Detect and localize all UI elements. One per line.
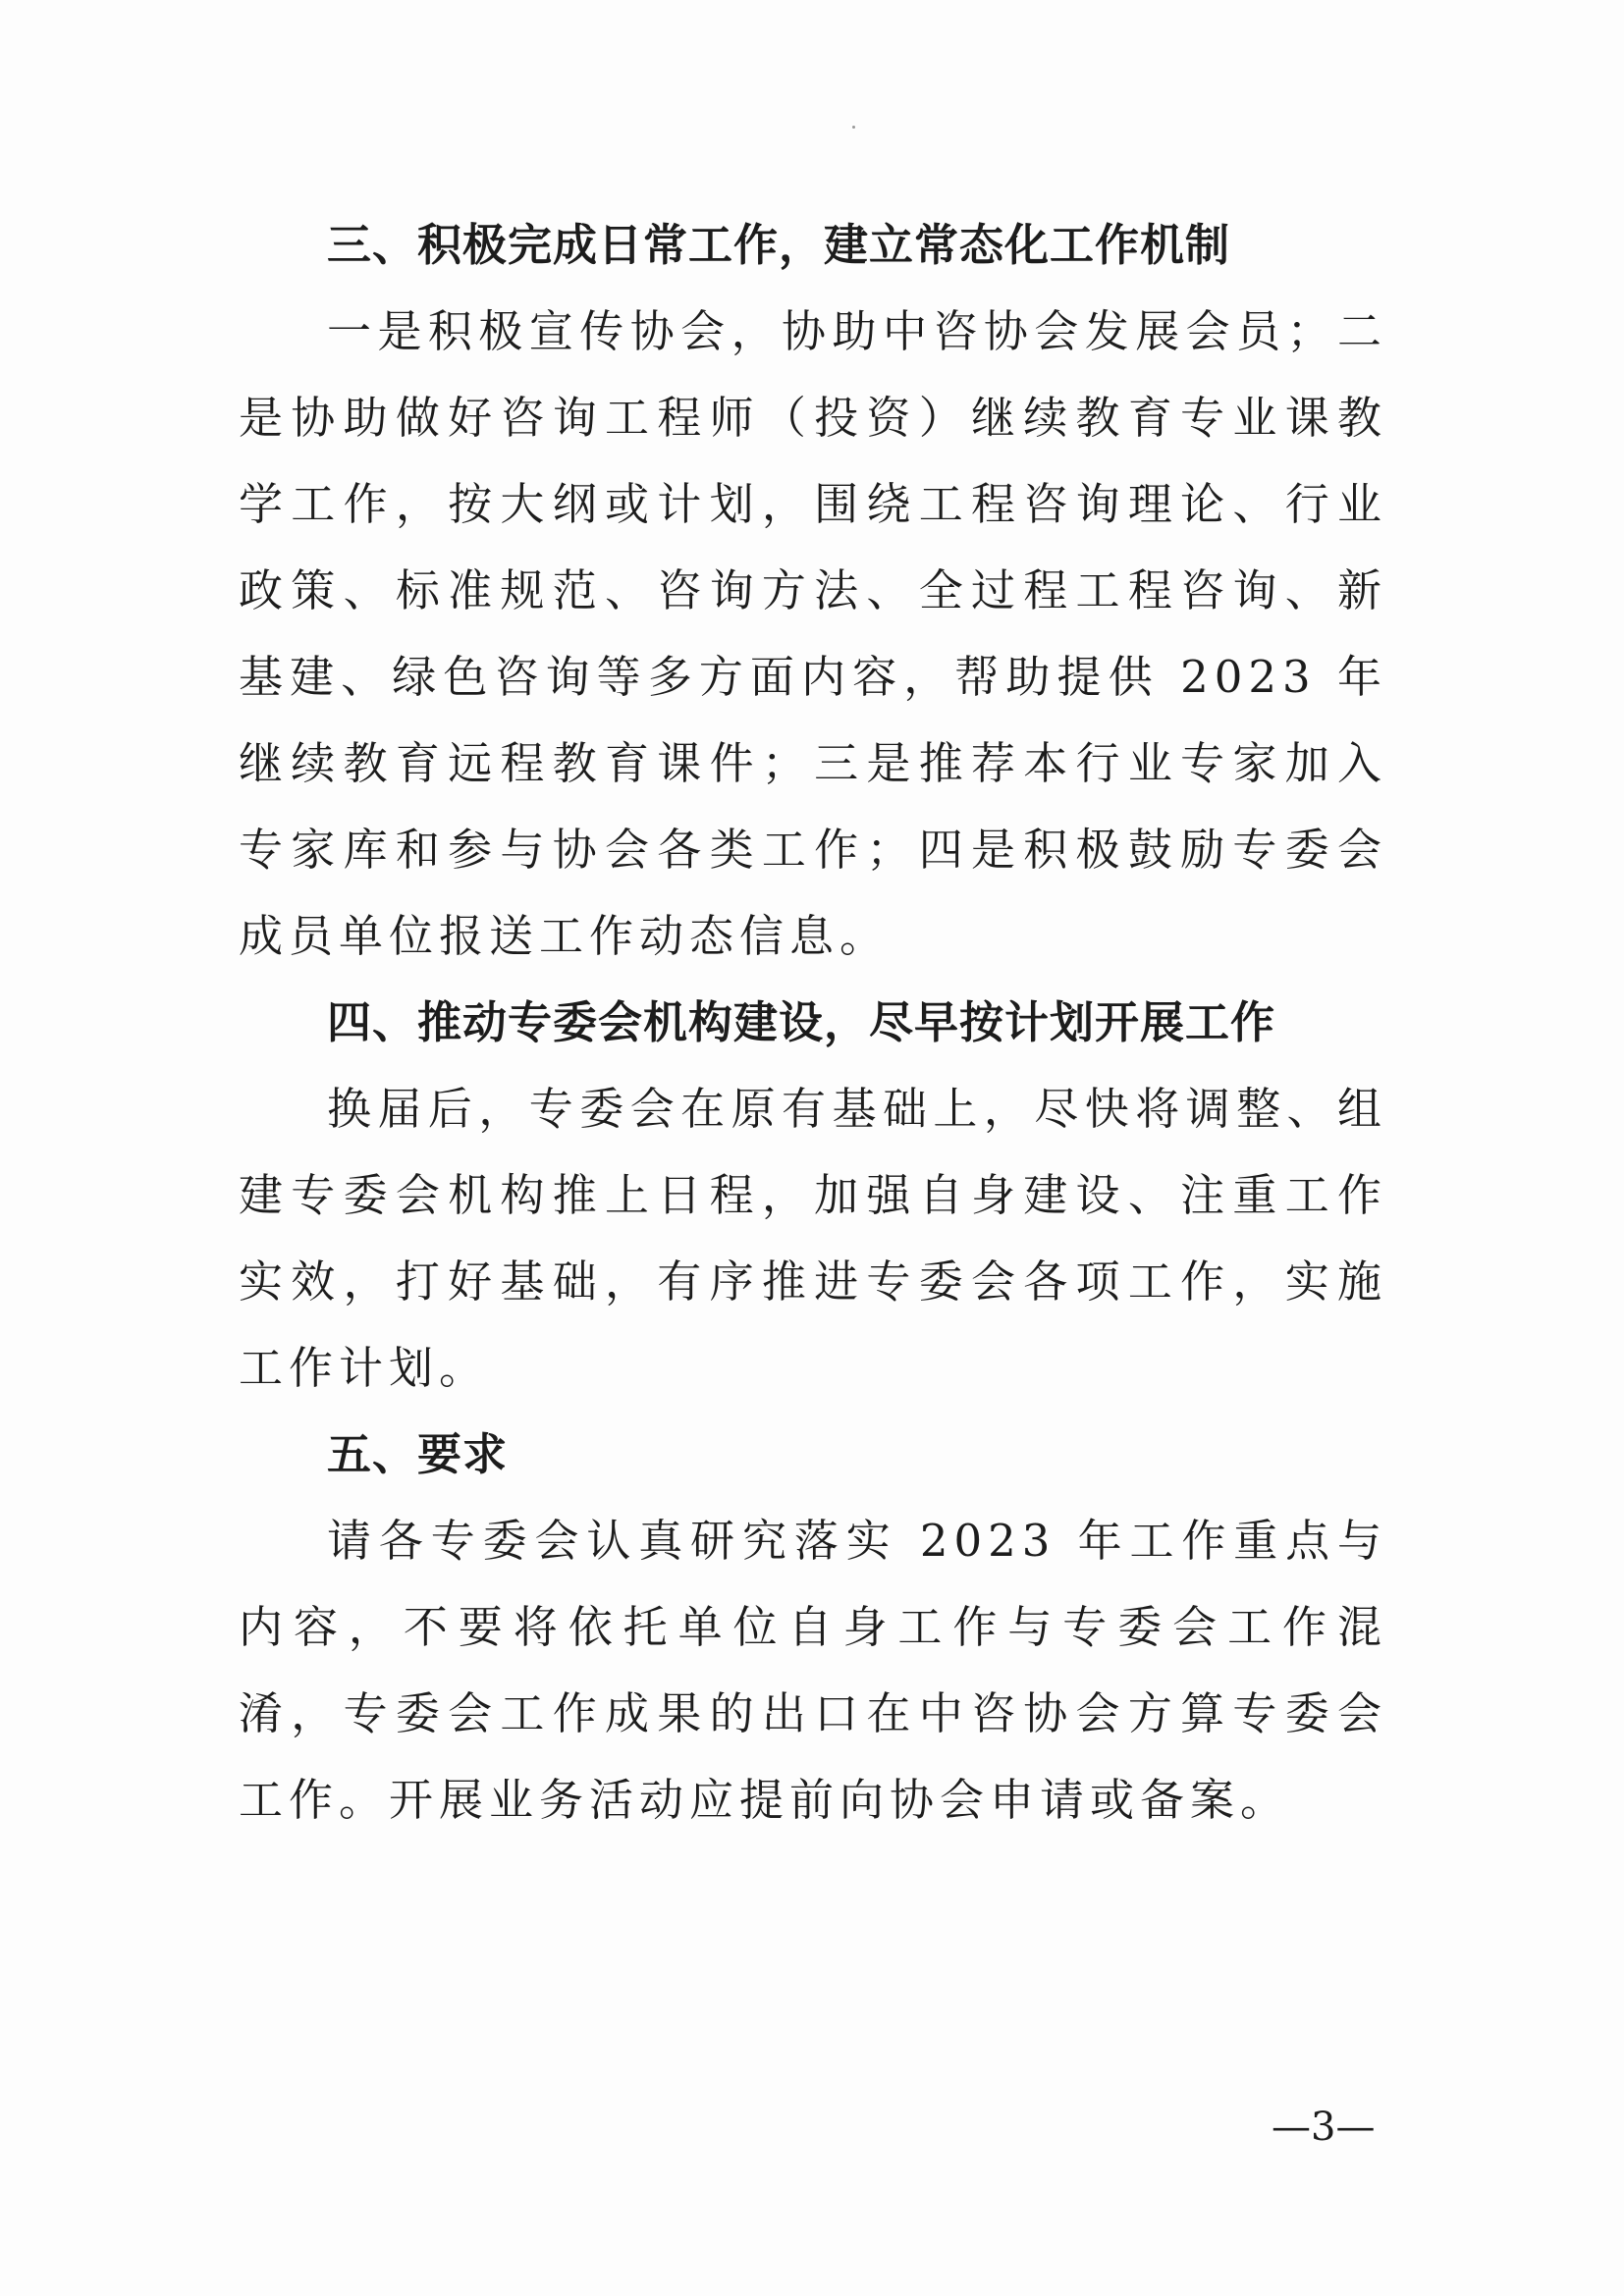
section-paragraph-4: 换届后，专委会在原有基础上，尽快将调整、组建专委会机构推上日程，加强自身建设、注重工作实效，打好基础，有序推进专委会各项工作，实施工作计划。	[239, 1083, 1387, 1394]
scan-speck	[852, 126, 855, 129]
document-body	[239, 202, 1387, 1843]
section-heading-3: 三、积极完成日常工作，建立常态化工作机制	[327, 219, 1231, 271]
section-heading-4: 四、推动专委会机构建设，尽早按计划开展工作	[327, 996, 1276, 1048]
page-number: —3—	[1272, 2105, 1376, 2150]
section-paragraph-3: 一是积极宣传协会，协助中咨协会发展会员；二是协助做好咨询工程师（投资）继续教育专业课教学工作，按大纲或计划，围绕工程咨询理论、行业政策、标准规范、咨询方法、全过程工程咨询、新基建、绿色咨询等多方面内容，帮助提供 2023 年继续教育远程教育课件；三是推荐本行业专家加入专家库和参与协会各类工作；四是积极鼓励专委会成员单位报送工作动态信息。	[239, 305, 1387, 962]
section-heading-5: 五、要求	[327, 1428, 509, 1480]
section-paragraph-5: 请各专委会认真研究落实 2023 年工作重点与内容，不要将依托单位自身工作与专委会工作混淆，专委会工作成果的出口在中咨协会方算专委会工作。开展业务活动应提前向协会申请或备案。	[239, 1515, 1387, 1826]
